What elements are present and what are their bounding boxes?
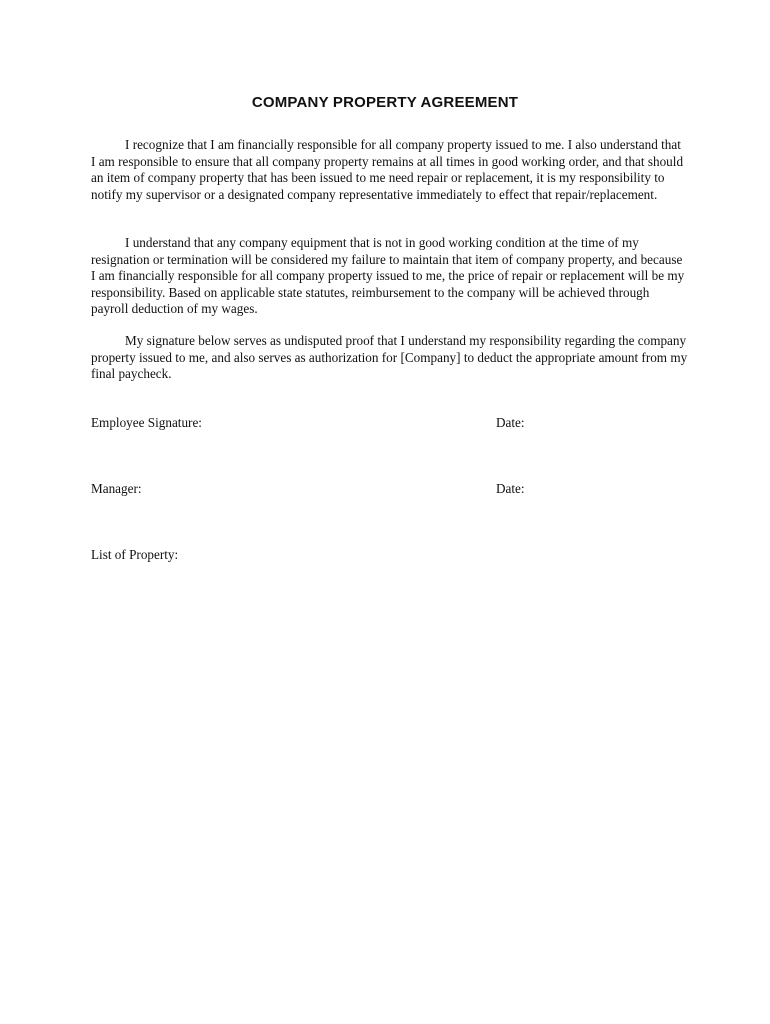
list-of-property-label: List of Property: [91,547,179,562]
document-title: COMPANY PROPERTY AGREEMENT [251,94,519,111]
manager-label: Manager: [91,481,142,496]
employee-date-label: Date: [496,415,525,430]
paragraph-financial-responsibility: I recognize that I am financially responsible for all company property issued to me. I also understand that I am responsible to ensure that all company property remains at all times in good working order, and that should an item of company property that has been issued to me need repair or replacement, it is my responsibility to notify my supervisor or a designated company representative immediately to effect that repair/replacement. [91,137,684,202]
manager-date-label: Date: [496,481,525,496]
paragraph-equipment-condition: I understand that any company equipment that is not in good working condition at the time of my resignation or termination will be considered my failure to maintain that item of company property, and because I am financially responsible for all company property issued to me, the price of repair or replacement will be my responsibility. Based on applicable state statutes, reimbursement to the company will be achieved through payroll deduction of my wages. [91,235,685,316]
employee-signature-label: Employee Signature: [91,415,202,430]
paragraph-signature-authorization: My signature below serves as undisputed proof that I understand my responsibility regarding the company property issued to me, and also serves as authorization for [Company] to deduct the appropriate amount from my final paycheck. [91,333,688,381]
